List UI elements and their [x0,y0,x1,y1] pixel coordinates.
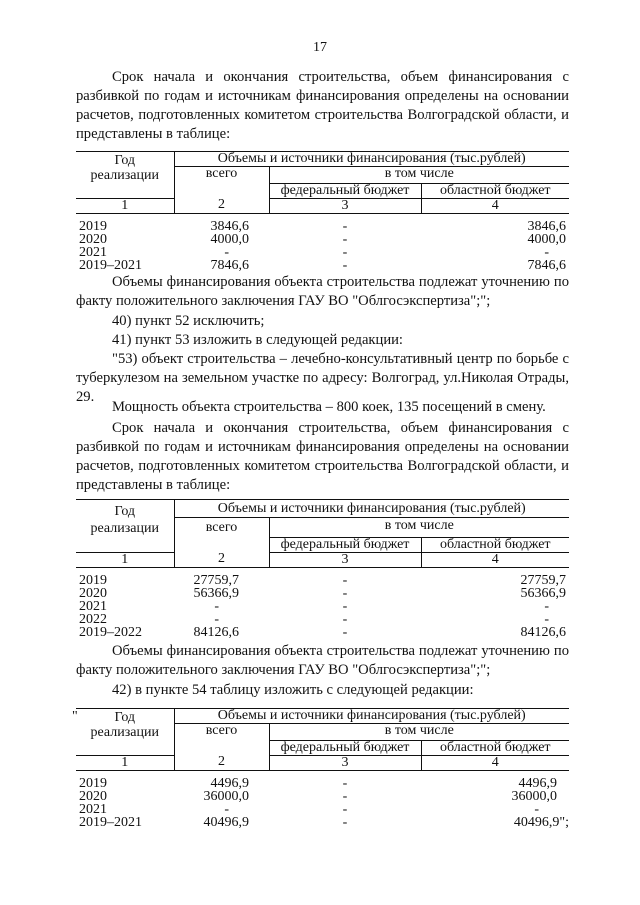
t3-regional: - [534,801,539,817]
t3-year: 2019 [79,775,107,791]
t3-regional: 40496,9"; [513,814,569,830]
col-num-3: 3 [269,755,421,770]
t1-regional: - [544,244,549,260]
t2-total: - [214,598,219,614]
t3-total: 40496,9 [203,814,249,830]
t1-regional: 3846,6 [527,218,566,234]
t2-year: 2019–2022 [79,624,142,640]
col-num-4: 4 [421,755,569,770]
t1-total: - [224,244,229,260]
header-total: всего [174,167,269,199]
t3-total: - [224,801,229,817]
header-total: всего [174,518,269,553]
t2-year: 2021 [79,598,107,614]
t3-year: 2021 [79,801,107,817]
financing-table-2 [76,499,569,639]
header-including: в том числе [269,724,569,741]
financing-table-1 [76,151,569,272]
t2-regional: 56366,9 [520,585,566,601]
t1-regional: 7846,6 [527,257,566,273]
header-including: в том числе [269,518,569,538]
header-volumes: Объемы и источники финансирования (тыс.рублей) [174,152,569,167]
header-regional: областной бюджет [421,537,569,552]
col-num-1: 1 [76,198,174,213]
paragraph-item-53: "53) объект строительства – лечебно-консультативный центр по борьбе с туберкулезом на земельном участке по адресу: Волгоград, ул.Николая Отрады, 29. [76,351,569,405]
paragraph-capacity: Мощность объекта строительства – 800 коек, 135 посещений в смену. [112,399,546,415]
t2-year: 2019 [79,572,107,588]
col-num-1: 1 [76,755,174,770]
col-num-2: 2 [174,755,269,770]
t2-federal: - [342,624,348,640]
t2-regional: 27759,7 [520,572,566,588]
t3-regional: 4496,9 [518,775,557,791]
t1-federal: - [342,257,348,273]
t1-year: 2019–2021 [79,257,142,273]
t1-total: 7846,6 [210,257,249,273]
t3-total: 36000,0 [203,788,249,804]
t2-federal: - [342,611,348,627]
t3-year: 2019–2021 [79,814,142,830]
col-num-1: 1 [76,552,174,567]
financing-table-3 [76,708,569,829]
header-year: Год реализации [76,500,174,538]
header-including: в том числе [269,167,569,184]
header-total: всего [174,724,269,756]
page-number: 17 [313,40,327,55]
t1-year: 2020 [79,231,107,247]
t2-year: 2020 [79,585,107,601]
t1-federal: - [342,231,348,247]
paragraph-clarify-1: Объемы финансирования объекта строительства подлежат уточнению по факту положительного заключения ГАУ ВО "Облгосэкспертиза";"; [76,274,569,309]
t1-year: 2021 [79,244,107,260]
item-41: 41) пункт 53 изложить в следующей редакции: [112,332,403,348]
col-num-2: 2 [174,198,269,213]
t1-total: 4000,0 [210,231,249,247]
open-quote: " [72,709,78,724]
header-regional: областной бюджет [421,740,569,755]
t2-regional: 84126,6 [520,624,566,640]
t2-regional: - [544,611,549,627]
paragraph-schedule-1: Срок начала и окончания строительства, объем финансирования с разбивкой по годам и источникам финансирования определены на основании расчетов, подготовленных комитетом строительства Волгоградской области, и представлены в таблице: [76,69,569,142]
t2-year: 2022 [79,611,107,627]
header-year: Год реализации [76,152,174,184]
t3-regional: 36000,0 [511,788,557,804]
t3-federal: - [342,801,348,817]
t1-federal: - [342,244,348,260]
t1-federal: - [342,218,348,234]
header-regional: областной бюджет [421,183,569,198]
t3-year: 2020 [79,788,107,804]
t1-total: 3846,6 [210,218,249,234]
header-volumes: Объемы и источники финансирования (тыс.рублей) [174,709,569,724]
col-num-4: 4 [421,552,569,567]
t1-year: 2019 [79,218,107,234]
t2-total: - [214,611,219,627]
t2-total: 84126,6 [193,624,239,640]
t2-regional: - [544,598,549,614]
t1-regional: 4000,0 [527,231,566,247]
t2-federal: - [342,572,348,588]
t2-federal: - [342,585,348,601]
paragraph-clarify-2: Объемы финансирования объекта строительства подлежат уточнению по факту положительного заключения ГАУ ВО "Облгосэкспертиза";"; [76,643,569,678]
t3-total: 4496,9 [210,775,249,791]
item-40: 40) пункт 52 исключить; [112,313,265,329]
header-federal: федеральный бюджет [269,183,421,198]
t2-total: 56366,9 [193,585,239,601]
col-num-2: 2 [174,552,269,567]
t2-total: 27759,7 [193,572,239,588]
col-num-4: 4 [421,198,569,213]
header-federal: федеральный бюджет [269,740,421,755]
header-federal: федеральный бюджет [269,537,421,552]
t2-federal: - [342,598,348,614]
col-num-3: 3 [269,198,421,213]
item-42: 42) в пункте 54 таблицу изложить с следующей редакции: [112,682,474,698]
header-year: Год реализации [76,709,174,741]
t3-federal: - [342,788,348,804]
t3-federal: - [342,775,348,791]
t3-federal: - [342,814,348,830]
paragraph-schedule-2: Срок начала и окончания строительства, объем финансирования с разбивкой по годам и источникам финансирования определены на основании расчетов, подготовленных комитетом строительства Волгоградской области, и представлены в таблице: [76,420,569,493]
header-volumes: Объемы и источники финансирования (тыс.рублей) [174,500,569,518]
col-num-3: 3 [269,552,421,567]
